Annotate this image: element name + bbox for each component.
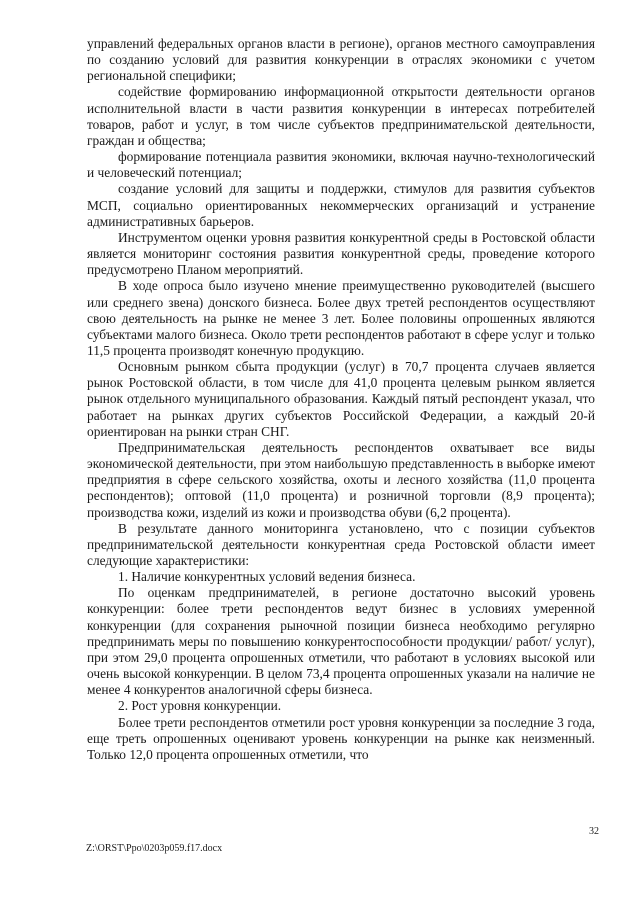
paragraph: содействие формированию информационной открытости деятельности органов исполнительной власти в части развития конкуренции в интересах потребителей товаров, работ и услуг, в том числе субъектов предпринимательской деятельности, граждан и общества;	[87, 84, 595, 148]
paragraph: В ходе опроса было изучено мнение преимущественно руководителей (высшего или среднего звена) донского бизнеса. Более двух третей респондентов осуществляют свою деятельность на рынке не менее 3 лет. Более половины опрошенных являются субъектами малого бизнеса. Около трети респондентов работают в сфере услуг и только 11,5 процента производят конечную продукцию.	[87, 278, 595, 358]
paragraph: 1. Наличие конкурентных условий ведения бизнеса.	[118, 569, 416, 585]
paragraph: управлений федеральных органов власти в регионе), органов местного самоуправления по созданию условий для развития конкуренции в отраслях экономики с учетом региональной специфики;	[87, 36, 595, 84]
paragraph: формирование потенциала развития экономики, включая научно-технологический и человеческий потенциал;	[87, 149, 595, 181]
paragraph: В результате данного мониторинга установлено, что с позиции субъектов предпринимательской деятельности конкурентная среда Ростовской области имеет следующие характеристики:	[87, 520, 595, 568]
paragraph: 2. Рост уровня конкуренции.	[118, 698, 282, 714]
paragraph: По оценкам предпринимателей, в регионе достаточно высокий уровень конкуренции: более трети респондентов ведут бизнес в условиях умеренной конкуренции (для сохранения рыночной позиции бизнеса необходимо регулярно предпринимать меры по повышению конкурентоспособности продукции/ работ/ услуг), при этом 29,0 процента опрошенных отметили, что работают в условиях высокой или очень высокой конкуренции. В целом 73,4 процента опрошенных указали на наличие не менее 4 конкурентов аналогичной сферы бизнеса.	[87, 585, 595, 698]
file-path-footer: Z:\ORST\Ppo\0203p059.f17.docx	[86, 843, 223, 854]
paragraph: Основным рынком сбыта продукции (услуг) в 70,7 процента случаев является рынок Ростовской области, в том числе для 41,0 процента целевым рынком является рынок отдельного муниципального образования. Каждый пятый респондент указал, что работает на рынках других субъектов Российской Федерации, а каждый 20-й ориентирован на рынки стран СНГ.	[87, 359, 595, 439]
paragraph: Более трети респондентов отметили рост уровня конкуренции за последние 3 года, еще треть опрошенных оценивают уровень конкуренции на рынке как неизменный. Только 12,0 процента опрошенных отметили, что	[87, 714, 595, 762]
paragraph: Предпринимательская деятельность респондентов охватывает все виды экономической деятельности, при этом наибольшую представленность в выборке имеют предприятия в сфере сельского хозяйства, охоты и лесного хозяйства (11,0 процента респондентов); оптовой (11,0 процента) и розничной торговли (8,9 процента); производства кожи, изделий из кожи и производства обуви (6,2 процента).	[87, 439, 595, 520]
paragraph: создание условий для защиты и поддержки, стимулов для развития субъектов МСП, социально ориентированных некоммерческих организаций и устранение административных барьеров.	[87, 181, 595, 229]
document-body	[87, 36, 595, 763]
paragraph: Инструментом оценки уровня развития конкурентной среды в Ростовской области является мониторинг состояния развития конкурентной среды, проведение которого предусмотрено Планом мероприятий.	[87, 229, 595, 278]
page-number: 32	[589, 826, 599, 837]
